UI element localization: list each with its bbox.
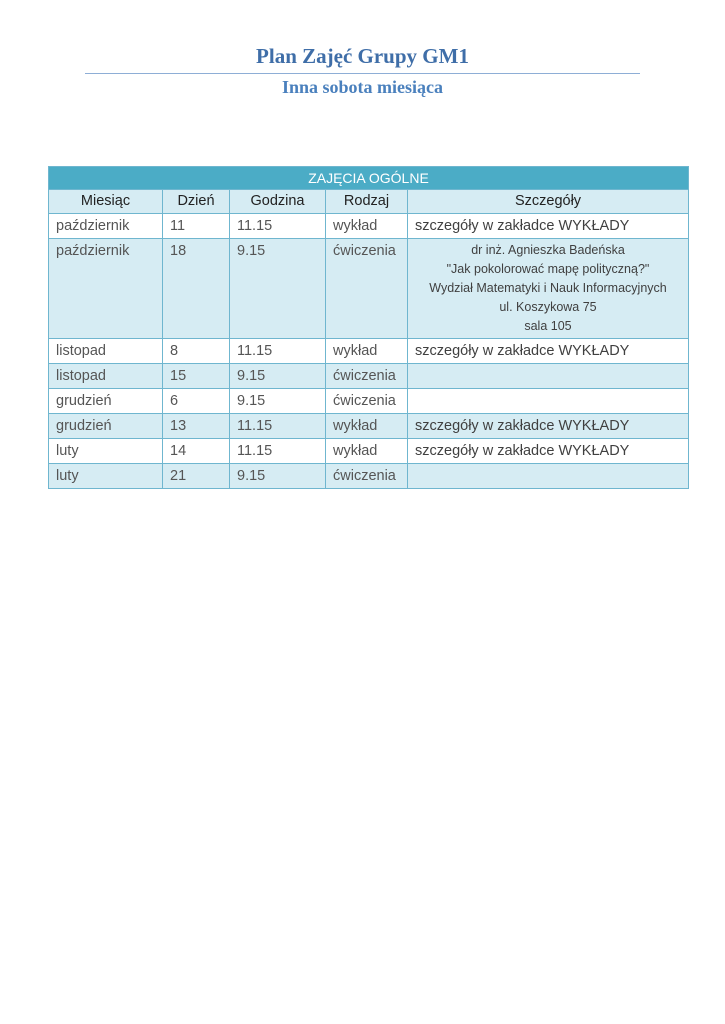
cell-details [408, 364, 689, 389]
column-header-row [49, 190, 689, 214]
page-subtitle: Inna sobota miesiąca [281, 77, 443, 97]
page-title: Plan Zajęć Grupy GM1 [256, 44, 469, 68]
column-header-type: Rodzaj [326, 190, 408, 214]
cell-type: wykład [326, 214, 408, 239]
cell-hour: 9.15 [230, 389, 326, 414]
cell-month: listopad [49, 339, 163, 364]
cell-hour: 11.15 [230, 414, 326, 439]
cell-month: luty [49, 439, 163, 464]
cell-month: listopad [49, 364, 163, 389]
cell-type: ćwiczenia [326, 464, 408, 489]
table-row [49, 414, 689, 439]
cell-month: grudzień [49, 414, 163, 439]
cell-day: 6 [163, 389, 230, 414]
cell-type: wykład [326, 414, 408, 439]
cell-details: szczegóły w zakładce WYKŁADY [408, 439, 689, 464]
cell-hour: 9.15 [230, 364, 326, 389]
table-row [49, 439, 689, 464]
cell-type: ćwiczenia [326, 364, 408, 389]
cell-hour: 11.15 [230, 439, 326, 464]
cell-day: 8 [163, 339, 230, 364]
cell-day: 15 [163, 364, 230, 389]
cell-day: 21 [163, 464, 230, 489]
cell-details: szczegóły w zakładce WYKŁADY [408, 214, 689, 239]
column-header-day: Dzień [163, 190, 230, 214]
title-divider [85, 73, 640, 74]
cell-day: 13 [163, 414, 230, 439]
schedule-table [48, 166, 689, 489]
table-row [49, 389, 689, 414]
cell-hour: 9.15 [230, 464, 326, 489]
cell-month: grudzień [49, 389, 163, 414]
cell-details [408, 464, 689, 489]
cell-hour: 11.15 [230, 339, 326, 364]
details-lecturer: dr inż. Agnieszka Badeńska [471, 243, 625, 257]
cell-type: wykład [326, 339, 408, 364]
cell-details: szczegóły w zakładce WYKŁADY [408, 414, 689, 439]
cell-day: 14 [163, 439, 230, 464]
details-topic: "Jak pokolorować mapę polityczną?" [446, 262, 650, 276]
cell-month: październik [49, 239, 163, 339]
table-row [49, 214, 689, 239]
details-faculty: Wydział Matematyki i Nauk Informacyjnych [429, 281, 667, 295]
table-row [49, 364, 689, 389]
column-header-month: Miesiąc [49, 190, 163, 214]
details-room: sala 105 [524, 319, 572, 333]
cell-details [408, 239, 689, 339]
table-row [49, 239, 689, 339]
cell-details: szczegóły w zakładce WYKŁADY [408, 339, 689, 364]
cell-details [408, 389, 689, 414]
column-header-details: Szczegóły [408, 190, 689, 214]
section-header-row [49, 167, 689, 190]
cell-month: październik [49, 214, 163, 239]
cell-day: 18 [163, 239, 230, 339]
column-header-hour: Godzina [230, 190, 326, 214]
cell-hour: 11.15 [230, 214, 326, 239]
cell-type: ćwiczenia [326, 239, 408, 339]
cell-type: wykład [326, 439, 408, 464]
table-row [49, 339, 689, 364]
cell-month: luty [49, 464, 163, 489]
section-title: ZAJĘCIA OGÓLNE [49, 167, 689, 190]
cell-hour: 9.15 [230, 239, 326, 339]
details-address: ul. Koszykowa 75 [499, 300, 597, 314]
cell-day: 11 [163, 214, 230, 239]
cell-type: ćwiczenia [326, 389, 408, 414]
table-row [49, 464, 689, 489]
